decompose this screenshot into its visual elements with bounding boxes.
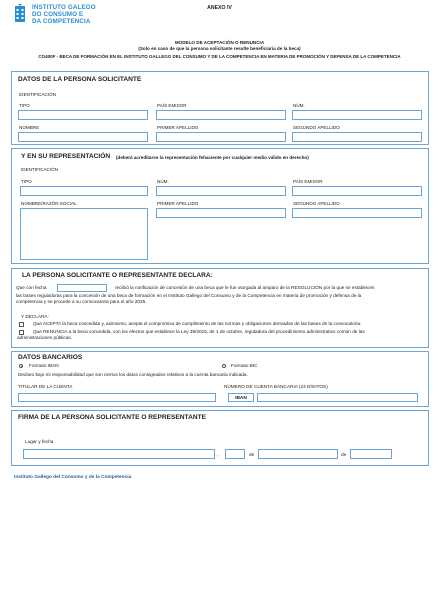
comma-separator: , — [217, 452, 219, 457]
applicant-tipo-label: TIPO — [19, 103, 30, 108]
place-field[interactable] — [23, 449, 215, 459]
applicant-nombre-label: NOMBRE — [19, 125, 40, 130]
renounce-text-1: Que RENUNCIA a la beca concedida, con los efectos que establece la Ley 39/2015, de 1 de octubre, reguladora del procedimiento administrativo común de las — [33, 329, 365, 334]
representative-tipo-field[interactable] — [20, 186, 148, 196]
declaration-section — [11, 268, 429, 348]
applicant-apellido1-label: PRIMER APELLIDO — [157, 125, 199, 130]
representative-section — [11, 148, 429, 264]
iban-prefix: IBAN — [228, 393, 254, 402]
representative-note: (deberá acreditarse la representación fehaciente por cualquier medio válido en derecho) — [116, 154, 309, 160]
representative-num-field[interactable] — [156, 186, 286, 196]
applicant-section — [11, 71, 429, 145]
applicant-pais-label: PAÍS EMISOR — [157, 103, 187, 108]
renounce-text-2: administraciones públicas. — [17, 335, 72, 340]
representative-title: Y EN SU REPRESENTACIÓN — [21, 153, 111, 160]
declaration-line-1: recibió la notificación de concesión de una beca que le fue otorgada al amparo de la RESOLUCIÓN por la que se establecen — [115, 285, 375, 290]
bank-title: DATOS BANCARIOS — [18, 354, 83, 361]
annex-label: ANEXO IV — [207, 5, 232, 11]
applicant-num-label: NÚM. — [293, 103, 305, 108]
account-number-field[interactable] — [257, 393, 418, 402]
account-holder-field[interactable] — [18, 393, 216, 402]
applicant-num-field[interactable] — [292, 110, 422, 120]
iban-radio[interactable] — [19, 364, 23, 368]
year-field[interactable] — [350, 449, 392, 459]
representative-apellido1-label: PRIMER APELLIDO — [157, 201, 199, 206]
form-subtitle: (Solo en caso de que la persona solicitante resulte beneficiaria de la beca) — [138, 46, 301, 51]
declaration-line-3: competencia y se procede a su convocatoria para el año 2025. — [16, 299, 147, 304]
representative-nombre-label: NOMBRE/RAZÓN SOCIAL — [21, 201, 77, 206]
applicant-apellido1-field[interactable] — [156, 132, 286, 142]
accept-text: Que ACEPTA la beca concedida y, asimismo, acepta el compromiso de cumplimiento de las normas y obligaciones derivadas de las bases de la convocatoria. — [33, 321, 362, 326]
iban-option-label: Formato IBAN — [29, 362, 59, 368]
applicant-apellido2-label: SEGUNDO APELLIDO — [293, 125, 340, 130]
logo-line-2: DO CONSUMO E — [32, 11, 84, 18]
y-declara-label: Y DECLARA: — [21, 314, 49, 319]
applicant-nombre-field[interactable] — [18, 132, 148, 142]
representative-tipo-label: TIPO — [21, 179, 32, 184]
notification-date-field[interactable] — [57, 284, 107, 292]
representative-nombre-field[interactable] — [20, 208, 148, 260]
signature-section — [11, 410, 429, 466]
declaration-line-2: las bases reguladoras para la concesión de una beca de formación en el Instituto Gallego del Consumo y de la Competencia en materia de promoción y defensa de la — [16, 293, 362, 298]
representative-identification-label: IDENTIFICACIÓN — [21, 167, 59, 172]
representative-apellido2-label: SEGUNDO APELLIDO — [293, 201, 340, 206]
procedure-title: CO400F - BECA DE FORMACIÓN EN EL INSTITUTO GALLEGO DEL CONSUMO Y DE LA COMPETENCIA EN MATERIA DE PROMOCIÓN Y DEFENSA DE LA COMPETENCIA — [38, 54, 401, 59]
footer-text: Instituto Gallego del Consumo y de la Competencia — [14, 475, 132, 480]
representative-apellido2-field[interactable] — [292, 208, 422, 218]
bic-option-label: Formato BIC — [231, 362, 258, 368]
applicant-pais-field[interactable] — [156, 110, 286, 120]
month-field[interactable] — [258, 449, 338, 459]
account-holder-label: TITULAR DE LA CUENTA — [18, 384, 73, 389]
de-label-2: de — [341, 452, 347, 457]
declaration-title: LA PERSONA SOLICITANTE O REPRESENTANTE DECLARA: — [22, 272, 213, 279]
representative-pais-label: PAÍS EMISOR — [293, 179, 323, 184]
bank-section — [11, 351, 429, 407]
logo-line-1: INSTITUTO GALEGO — [32, 4, 96, 11]
accept-checkbox[interactable] — [19, 322, 24, 327]
applicant-identification-label: IDENTIFICACIÓN — [19, 92, 57, 97]
applicant-tipo-field[interactable] — [18, 110, 148, 120]
account-number-label: NÚMERO DE CUENTA BANCARIA (24 DÍGITOS) — [224, 384, 328, 389]
applicant-apellido2-field[interactable] — [292, 132, 422, 142]
day-field[interactable] — [225, 449, 245, 459]
signature-title: FIRMA DE LA PERSONA SOLICITANTE O REPRESENTANTE — [18, 414, 207, 421]
bank-statement: Declaro bajo mi responsabilidad que son ciertos los datos consignados relativos a la cuenta bancaria indicada. — [18, 372, 248, 377]
applicant-title: DATOS DE LA PERSONA SOLICITANTE — [18, 76, 142, 83]
representative-num-label: NÚM. — [157, 179, 169, 184]
de-label-1: de — [249, 452, 255, 457]
representative-pais-field[interactable] — [292, 186, 422, 196]
logo-line-3: DA COMPETENCIA — [32, 18, 91, 25]
bic-radio[interactable] — [222, 364, 226, 368]
form-title: MODELO DE ACEPTACIÓN O RENUNCIA — [174, 40, 265, 45]
place-date-label: Lugar y fecha — [25, 439, 54, 444]
declaration-date-prefix: Que con fecha — [16, 285, 47, 290]
representative-apellido1-field[interactable] — [156, 208, 286, 218]
